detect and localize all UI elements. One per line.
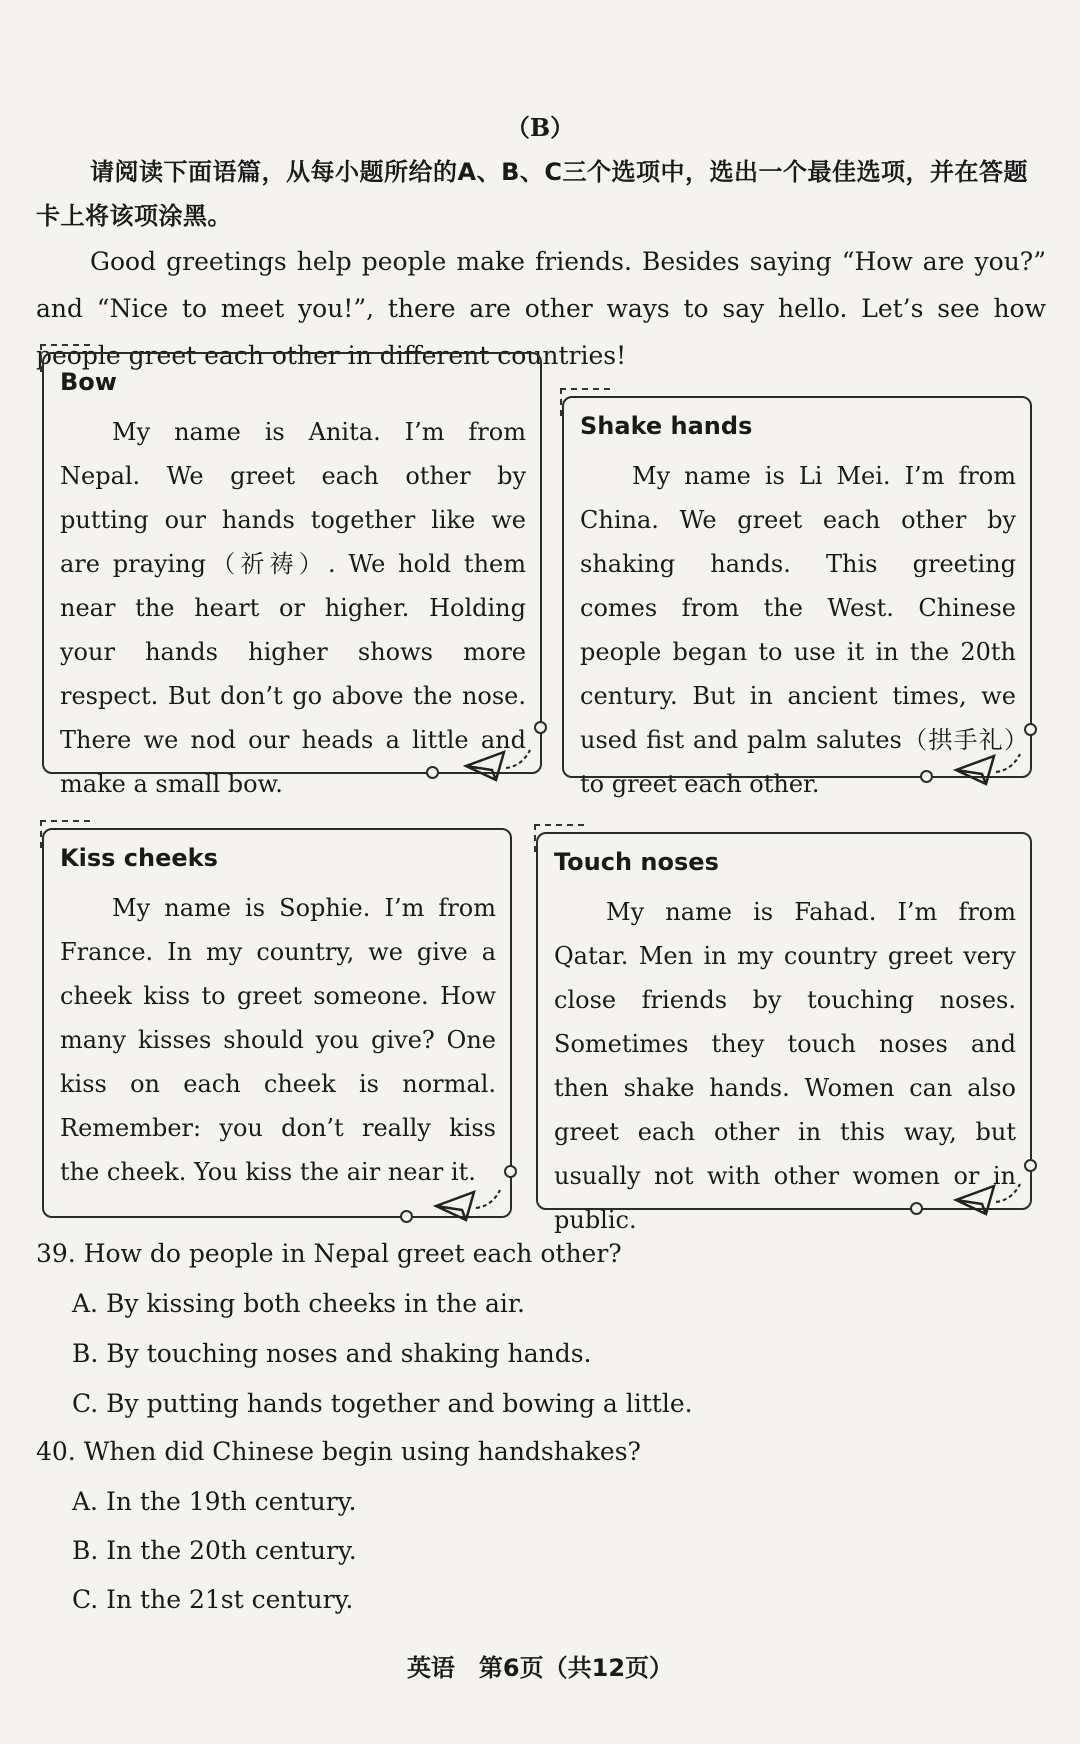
card-dot-right — [1024, 723, 1037, 736]
card-title: Kiss cheeks — [60, 844, 218, 872]
card-shake-hands — [562, 396, 1032, 798]
question-40-option-c[interactable]: C. In the 21st century. — [72, 1585, 354, 1614]
card-title: Touch noses — [554, 848, 719, 876]
card-text: My name is Anita. I’m from Nepal. We greet each other by putting our hands together like we are praying（祈祷）. We hold them near the heart or higher. Holding your hands higher shows more respect. But don’t go above the nose. There we nod our heads a little and make a small bow. — [60, 418, 526, 798]
reading-instruction: 请阅读下面语篇，从每小题所给的A、B、C三个选项中，选出一个最佳选项，并在答题卡上将该项涂黑。 — [36, 158, 1028, 230]
card-touch-noses — [536, 832, 1032, 1234]
question-39: 39. How do people in Nepal greet each other? — [36, 1239, 622, 1268]
card-bow — [42, 352, 542, 798]
card-dot-bottom — [426, 766, 439, 779]
question-39-option-a[interactable]: A. By kissing both cheeks in the air. — [72, 1289, 525, 1318]
page-footer: 英语 第6页（共12页） — [406, 1654, 674, 1682]
paper-plane-icon — [952, 750, 1024, 790]
paper-plane-icon — [432, 1186, 504, 1226]
question-39-option-b[interactable]: B. By touching noses and shaking hands. — [72, 1339, 592, 1368]
card-dot-bottom — [400, 1210, 413, 1223]
paper-plane-icon — [952, 1180, 1024, 1220]
card-title: Shake hands — [580, 412, 753, 440]
question-40-option-a[interactable]: A. In the 19th century. — [72, 1487, 357, 1516]
question-39-option-c[interactable]: C. By putting hands together and bowing a little. — [72, 1389, 693, 1418]
card-kiss-cheeks — [42, 828, 512, 1218]
card-dot-right — [504, 1165, 517, 1178]
question-40-option-b[interactable]: B. In the 20th century. — [72, 1536, 357, 1565]
card-dot-right — [534, 721, 547, 734]
card-text: My name is Fahad. I’m from Qatar. Men in my country greet very close friends by touching noses. Sometimes they touch noses and then shake hands. Women can also greet each other in this way, but usually not with other women or in public. — [554, 898, 1016, 1234]
card-dot-bottom — [920, 770, 933, 783]
paper-plane-icon — [462, 746, 534, 786]
card-dot-bottom — [910, 1202, 923, 1215]
passage-intro: Good greetings help people make friends. Besides saying “How are you?” and “Nice to meet you!”, there are other ways to say hello. Let’s see how people greet each other in different countries! — [36, 247, 1046, 370]
card-text: My name is Sophie. I’m from France. In my country, we give a cheek kiss to greet someone. How many kisses should you give? One kiss on each cheek is normal. Remember: you don’t really kiss the cheek. You kiss the air near it. — [60, 894, 496, 1186]
section-label: （B） — [505, 113, 575, 142]
card-dot-right — [1024, 1159, 1037, 1172]
question-40: 40. When did Chinese begin using handshakes? — [36, 1437, 641, 1466]
card-text: My name is Li Mei. I’m from China. We greet each other by shaking hands. This greeting comes from the West. Chinese people began to use it in the 20th century. But in ancient times, we used fist and palm salutes（拱手礼）to greet each other. — [580, 462, 1016, 798]
card-title: Bow — [60, 368, 117, 396]
